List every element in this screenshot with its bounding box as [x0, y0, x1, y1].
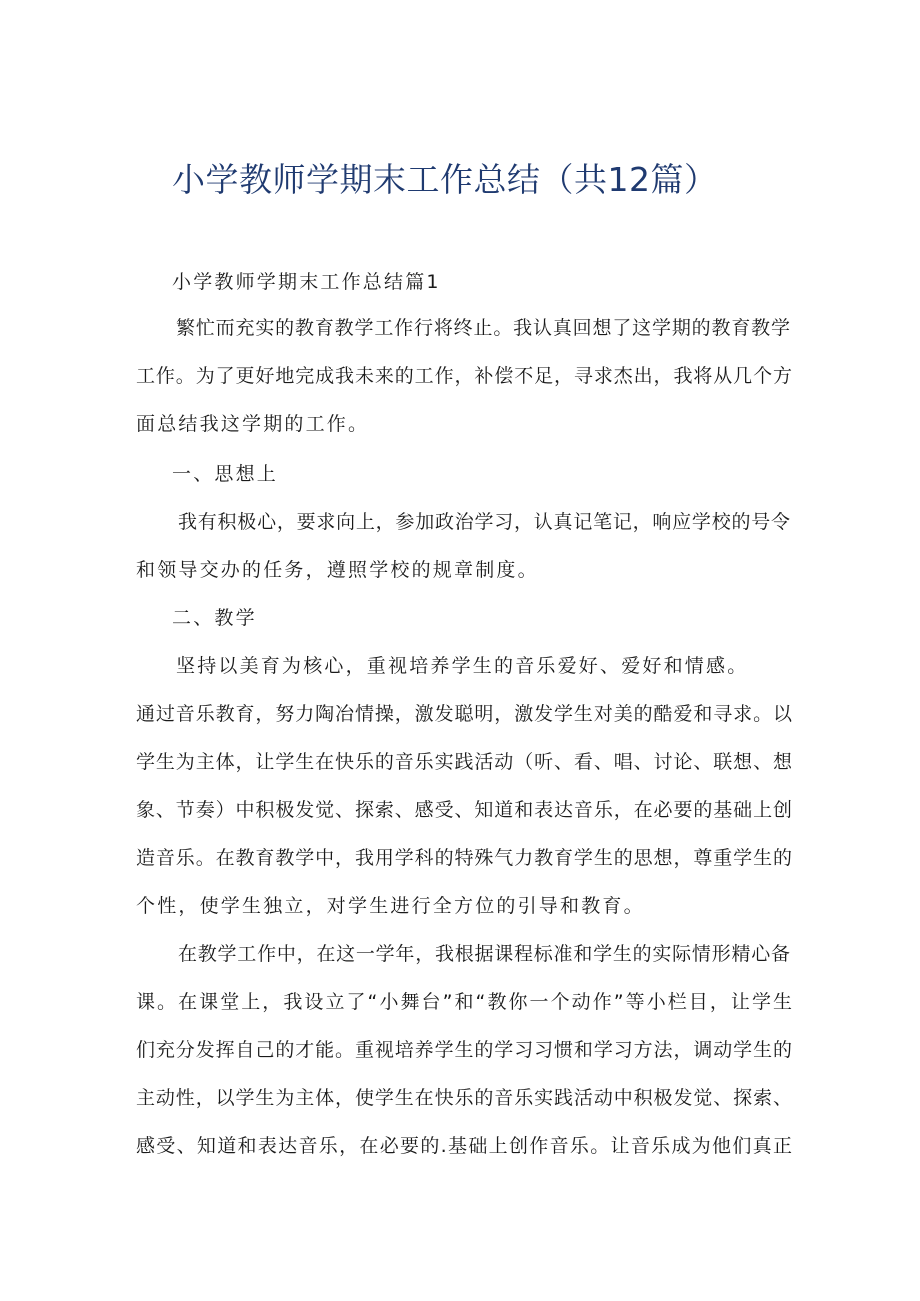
paragraph-line: 坚持以美育为核心，重视培养学生的音乐爱好、爱好和情感。: [176, 655, 749, 677]
subheading-thought: 一、思想上: [172, 463, 279, 485]
paragraph-line: 通过音乐教育，努力陶冶情操，激发聪明，激发学生对美的酷爱和寻求。以: [136, 703, 792, 725]
paragraph-line: 感受、知道和表达音乐，在必要的.基础上创作音乐。让音乐成为他们真正: [136, 1135, 792, 1157]
paragraph-line: 主动性，以学生为主体，使学生在快乐的音乐实践活动中积极发觉、探索、: [136, 1087, 792, 1109]
paragraph-line: 象、节奏）中积极发觉、探索、感受、知道和表达音乐，在必要的基础上创: [136, 799, 792, 821]
paragraph-line: 学生为主体，让学生在快乐的音乐实践活动（听、看、唱、讨论、联想、想: [136, 751, 792, 773]
paragraph-line: 在教学工作中，在这一学年，我根据课程标准和学生的实际情形精心备: [178, 943, 790, 965]
paragraph-line: 和领导交办的任务，遵照学校的规章制度。: [136, 559, 539, 581]
paragraph-line: 造音乐。在教育教学中，我用学科的特殊气力教育学生的思想，尊重学生的: [136, 847, 792, 869]
paragraph-line: 我有积极心，要求向上，参加政治学习，认真记笔记，响应学校的号令: [178, 511, 790, 533]
paragraph-line: 面总结我这学期的工作。: [136, 413, 370, 435]
paragraph-line: 们充分发挥自己的才能。重视培养学生的学习习惯和学习方法，调动学生的: [136, 1039, 792, 1061]
paragraph-line: 繁忙而充实的教育教学工作行将终止。我认真回想了这学期的教育教学: [176, 317, 790, 339]
paragraph-line: 工作。为了更好地完成我未来的工作，补偿不足，寻求杰出，我将从几个方: [136, 365, 792, 387]
paragraph-line: 个性，使学生独立，对学生进行全方位的引导和教育。: [136, 895, 645, 917]
paragraph-line: 课。在课堂上，我设立了“小舞台”和“教你一个动作”等小栏目，让学生: [136, 991, 792, 1013]
section-heading-1: 小学教师学期末工作总结篇1: [172, 271, 441, 293]
document-title: 小学教师学期末工作总结（共12篇）: [172, 160, 718, 199]
subheading-teaching: 二、教学: [172, 607, 257, 629]
